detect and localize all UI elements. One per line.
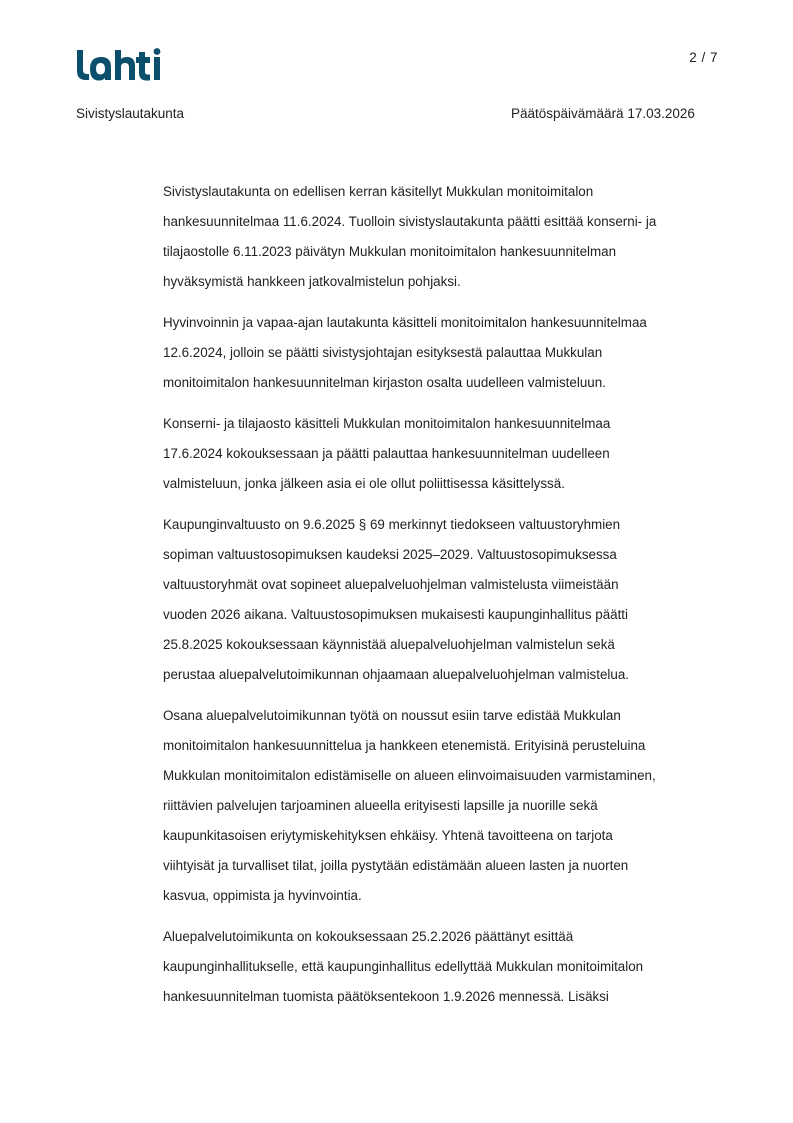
text-line: hankesuunnitelmaa 11.6.2024. Tuolloin sivistyslautakunta päätti esittää konserni- ja: [163, 214, 657, 229]
lahti-logo: [75, 44, 167, 82]
text-line: Konserni- ja tilajaosto käsitteli Mukkulan monitoimitalon hankesuunnitelmaa: [163, 416, 611, 431]
lahti-logo-icon: [75, 44, 167, 82]
text-line: perustaa aluepalvelutoimikunnan ohjaamaan aluepalveluohjelman valmistelua.: [163, 667, 629, 682]
text-line: kasvua, oppimista ja hyvinvointia.: [163, 888, 362, 903]
text-line: kaupunginhallitukselle, että kaupunginhallitus edellyttää Mukkulan monitoimitalon: [163, 959, 644, 974]
paragraph: [163, 409, 723, 499]
text-line: kaupunkitasoisen eriytymiskehityksen ehkäisy. Yhtenä tavoitteena on tarjota: [163, 828, 613, 843]
paragraph: [163, 922, 723, 1012]
text-line: riittävien palvelujen tarjoaminen alueella erityisesti lapsille ja nuorille sekä: [163, 798, 598, 813]
text-line: hyväksymistä hankkeen jatkovalmistelun pohjaksi.: [163, 274, 461, 289]
text-line: valmisteluun, jonka jälkeen asia ei ole ollut poliittisessa käsittelyssä.: [163, 476, 565, 491]
text-line: 12.6.2024, jolloin se päätti sivistysjohtajan esityksestä palauttaa Mukkulan: [163, 345, 603, 360]
text-line: viihtyisät ja turvalliset tilat, joilla pystytään edistämään alueen lasten ja nuorten: [163, 858, 629, 873]
organization-name: Sivistyslautakunta: [76, 106, 185, 121]
paragraph: [163, 177, 723, 297]
text-line: Hyvinvoinnin ja vapaa-ajan lautakunta käsitteli monitoimitalon hankesuunnitelmaa: [163, 315, 647, 330]
text-line: monitoimitalon hankesuunnitelman kirjaston osalta uudelleen valmisteluun.: [163, 375, 606, 390]
text-line: hankesuunnitelman tuomista päätöksentekoon 1.9.2026 mennessä. Lisäksi: [163, 989, 609, 1004]
text-line: Mukkulan monitoimitalon edistämiselle on alueen elinvoimaisuuden varmistaminen,: [163, 768, 656, 783]
text-line: tilajaostolle 6.11.2023 päivätyn Mukkulan monitoimitalon hankesuunnitelman: [163, 244, 617, 259]
text-line: Aluepalvelutoimikunta on kokouksessaan 25.2.2026 päättänyt esittää: [163, 929, 574, 944]
text-line: Sivistyslautakunta on edellisen kerran käsitellyt Mukkulan monitoimitalon: [163, 184, 594, 199]
text-line: valtuustoryhmät ovat sopineet aluepalveluohjelman valmistelusta viimeistään: [163, 577, 619, 592]
page-number: 2 / 7: [689, 50, 718, 65]
paragraph: [163, 308, 723, 398]
text-line: 25.8.2025 kokouksessaan käynnistää aluepalveluohjelman valmistelun sekä: [163, 637, 615, 652]
text-line: Kaupunginvaltuusto on 9.6.2025 § 69 merkinnyt tiedokseen valtuustoryhmien: [163, 517, 621, 532]
decision-date: Päätöspäivämäärä 17.03.2026: [511, 106, 695, 121]
text-line: vuoden 2026 aikana. Valtuustosopimuksen mukaisesti kaupunginhallitus päätti: [163, 607, 629, 622]
text-line: Osana aluepalvelutoimikunnan työtä on noussut esiin tarve edistää Mukkulan: [163, 708, 621, 723]
text-line: 17.6.2024 kokouksessaan ja päätti palauttaa hankesuunnitelman uudelleen: [163, 446, 610, 461]
paragraph: [163, 510, 723, 690]
document-body: [163, 177, 723, 1023]
text-line: sopiman valtuustosopimuksen kaudeksi 2025–2029. Valtuustosopimuksessa: [163, 547, 617, 562]
text-line: monitoimitalon hankesuunnittelua ja hankkeen etenemistä. Erityisinä perusteluina: [163, 738, 646, 753]
paragraph: [163, 701, 723, 911]
